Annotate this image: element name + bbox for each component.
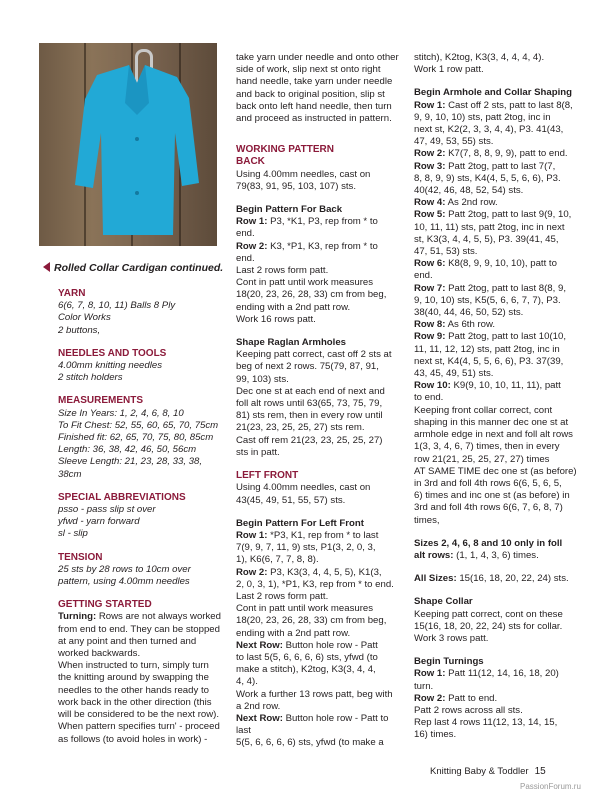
line: Row 2: Patt to end. xyxy=(414,692,498,704)
line: from end to end. They can be stopped xyxy=(58,623,220,635)
line: 43(45, 49, 51, 55, 57) sts. xyxy=(236,494,346,506)
line: Using 4.00mm needles, cast on xyxy=(236,482,371,494)
line: When instructed to turn, simply turn xyxy=(58,660,209,672)
line: 4.00mm knitting needles xyxy=(58,360,162,372)
line: 1), K6(6, 7, 7, 8, 8). xyxy=(236,554,319,566)
line: Color Works xyxy=(58,312,111,324)
line: Row 2: P3, K3(3, 4, 4, 5, 5), K1(3, xyxy=(236,566,382,578)
line: Patt 2 rows across all sts. xyxy=(414,704,523,716)
line: 16) times. xyxy=(414,729,457,741)
subheading: Begin Turnings xyxy=(414,656,484,668)
row-line: Row 6: K8(8, 9, 9, 10, 10), patt to xyxy=(414,258,557,270)
line: 6(6, 7, 8, 10, 11) Balls 8 Ply xyxy=(58,300,176,312)
line: the knitting around by swapping the xyxy=(58,672,209,684)
column-2 xyxy=(236,52,404,750)
line: hand needle, take yarn under needle xyxy=(236,76,393,88)
line: 21(23, 23, 25, 25, 27) sts rem. xyxy=(236,422,365,434)
line: alt rows: (1, 1, 4, 3, 6) times. xyxy=(414,549,539,561)
line: Work 16 rows patt. xyxy=(236,313,316,325)
tension-heading: TENSION xyxy=(58,551,103,563)
line: Dec one st at each end of next and xyxy=(236,385,385,397)
line: end. xyxy=(236,228,255,240)
line: Work 1 row patt. xyxy=(414,64,484,76)
row-line: 43, 45, 49, 51) sts. xyxy=(414,368,494,380)
row-line: to end. xyxy=(414,392,444,404)
line: ending with a 2nd patt row. xyxy=(236,301,351,313)
armhole-rows xyxy=(414,100,582,405)
cardigan-photo xyxy=(39,43,217,246)
row-line: Row 2: K7(7, 8, 8, 9, 9), patt to end. xyxy=(414,148,568,160)
line: side of work, slip next st onto right xyxy=(236,64,381,76)
watermark: PassionForum.ru xyxy=(520,782,581,791)
page-footer xyxy=(430,766,546,777)
line: and proceed as instructed in pattern. xyxy=(236,113,392,125)
line: foll alt rows until 63(65, 73, 75, 79, xyxy=(236,398,383,410)
line: 15(16, 18, 20, 22, 24) sts for collar. xyxy=(414,620,563,632)
line: Cont in patt until work measures xyxy=(236,277,374,289)
yarn-heading: YARN xyxy=(58,288,86,299)
row-line: 11, 11, 12, 12) sts, patt 2tog, inc in xyxy=(414,343,560,355)
row-line: 10, 11, 11) sts, patt 2tog, inc in next xyxy=(414,221,565,233)
line: row 21(21, 25, 25, 27, 27) times xyxy=(414,453,550,465)
line: will be considered to be the next row). xyxy=(58,709,220,721)
row-line: Row 5: Patt 2tog, patt to last 9(9, 10, xyxy=(414,209,572,221)
line: All Sizes: 15(16, 18, 20, 22, 24) sts. xyxy=(414,573,569,585)
photo-caption: Rolled Collar Cardigan continued. xyxy=(43,262,223,274)
line: end. xyxy=(236,252,255,264)
caption-arrow-icon xyxy=(43,262,50,272)
line: in 3rd and foll 4th rows 6(6, 5, 6, 5, xyxy=(414,477,562,489)
line: Work 3 rows patt. xyxy=(414,632,489,644)
line: Size In Years: 1, 2, 4, 6, 8, 10 xyxy=(58,407,184,419)
line: 25 sts by 28 rows to 10cm over xyxy=(58,563,191,575)
line: Turning: Rows are not always worked xyxy=(58,611,221,623)
footer-title: Knitting Baby & Toddler xyxy=(430,766,529,777)
line: 2 stitch holders xyxy=(58,372,123,384)
line: 2 buttons, xyxy=(58,324,101,336)
row-line: 47, 51, 53) sts. xyxy=(414,246,478,258)
line: turn. xyxy=(414,680,434,692)
line: a 2nd row. xyxy=(236,700,281,712)
line: 38cm xyxy=(58,468,82,480)
left-front-heading: LEFT FRONT xyxy=(236,470,299,482)
line: 99, 103) sts. xyxy=(236,373,289,385)
line: ending with a 2nd patt row. xyxy=(236,627,351,639)
row-line: next st, K2(2, 3, 3, 4, 4), P3. 41(43, xyxy=(414,124,564,136)
row-line: Row 3: Patt 2tog, patt to last 7(7, xyxy=(414,160,556,172)
line: at any point and then turned and xyxy=(58,635,197,647)
line: Work a further 13 rows patt, beg with xyxy=(236,688,393,700)
line: times, xyxy=(414,514,440,526)
row-line: Row 7: Patt 2tog, patt to last 8(8, 9, xyxy=(414,282,566,294)
line: stitch), K2tog, K3(3, 4, 4, 4, 4). xyxy=(414,52,545,63)
subheading: Begin Pattern For Left Front xyxy=(236,517,364,529)
row-line: end. xyxy=(414,270,433,282)
line: Row 1: Patt 11(12, 14, 16, 18, 20) xyxy=(414,668,559,680)
row-line: Row 10: K9(9, 10, 10, 11, 11), patt xyxy=(414,380,561,392)
line: yfwd - yarn forward xyxy=(58,516,140,528)
working-pattern-heading: WORKING PATTERN xyxy=(236,144,334,156)
line: Sizes 2, 4, 6, 8 and 10 only in foll xyxy=(414,537,563,549)
line: take yarn under needle and onto other xyxy=(236,52,399,63)
line: 2, 0, 3, 1), *P1, K3, rep from * to end. xyxy=(236,578,394,590)
line: make a stitch), K2tog, K3(3, 4, 4, xyxy=(236,664,376,676)
column-1 xyxy=(58,288,224,746)
line: sts in patt. xyxy=(236,446,280,458)
line: 18(20, 23, 26, 28, 33) cm from beg, xyxy=(236,289,387,301)
line: work back in the other direction (this xyxy=(58,696,212,708)
subheading: Begin Armhole and Collar Shaping xyxy=(414,87,572,99)
line: 3rd and foll 4th rows 6(6, 7, 6, 8, 7) xyxy=(414,502,563,514)
line: 1(3, 3, 4, 6, 7) times, then in every xyxy=(414,441,560,453)
subheading: Shape Raglan Armholes xyxy=(236,337,346,349)
line: needles to the other hands ready to xyxy=(58,684,209,696)
row-line: 38(40, 44, 46, 50, 52) sts. xyxy=(414,307,524,319)
line: Finished fit: 62, 65, 70, 75, 80, 85cm xyxy=(58,432,214,444)
line: 79(83, 91, 95, 103, 107) sts. xyxy=(236,180,357,192)
line: pattern, using 4.00mm needles xyxy=(58,576,190,588)
line: To Fit Chest: 52, 55, 60, 65, 70, 75cm xyxy=(58,419,219,431)
abbreviations-heading: SPECIAL ABBREVIATIONS xyxy=(58,491,186,503)
measurements-heading: MEASUREMENTS xyxy=(58,395,144,407)
line: and back to original position, slip st xyxy=(236,88,385,100)
row-line: 9, 10, 10) sts, K5(5, 6, 6, 7, 7), P3. xyxy=(414,294,561,306)
row-line: Row 9: Patt 2tog, patt to last 10(10, xyxy=(414,331,566,343)
row-line: 9, 9, 10, 10) sts, patt 2tog, inc in xyxy=(414,111,551,123)
line: Using 4.00mm needles, cast on xyxy=(236,168,371,180)
line: Row 1: P3, *K1, P3, rep from * to xyxy=(236,216,378,228)
row-line: st, K3(3, 4, 4, 5, 5), P3. 39(41, 45, xyxy=(414,233,559,245)
line: Sleeve Length: 21, 23, 28, 33, 38, xyxy=(58,456,203,468)
line: 7(9, 9, 7, 11, 9) sts, P1(3, 2, 0, 3, xyxy=(236,542,376,554)
row-line: Row 8: As 6th row. xyxy=(414,319,496,331)
line: to last 5(5, 6, 6, 6, 6) sts, yfwd (to xyxy=(236,651,378,663)
column-3 xyxy=(414,52,582,742)
line: shaping in this manner dec one st at xyxy=(414,416,569,428)
row-line: 40(42, 46, 48, 52, 54) sts. xyxy=(414,185,524,197)
line: 6) times and inc one st (as before) in xyxy=(414,490,570,502)
line: beg of next 2 rows. 75(79, 87, 91, xyxy=(236,361,379,373)
line: Next Row: Button hole row - Patt xyxy=(236,639,378,651)
line: Row 2: K3, *P1, K3, rep from * to xyxy=(236,240,378,252)
row-line: Row 1: Cast off 2 sts, patt to last 8(8, xyxy=(414,99,573,111)
getting-started-heading: GETTING STARTED xyxy=(58,599,152,611)
row-line: Row 4: As 2nd row. xyxy=(414,197,498,209)
line: Last 2 rows form patt. xyxy=(236,590,329,602)
line: 81) sts rem, then in every row until xyxy=(236,410,383,422)
line: Cont in patt until work measures xyxy=(236,603,374,615)
back-heading: BACK xyxy=(236,156,265,168)
line: Length: 36, 38, 42, 46, 50, 56cm xyxy=(58,444,197,456)
line: 18(20, 23, 26, 28, 33) cm from beg, xyxy=(236,615,387,627)
line: Next Row: Button hole row - Patt to last xyxy=(236,712,389,737)
line: AT SAME TIME dec one st (as before) xyxy=(414,465,577,477)
line: Row 1: *P3, K1, rep from * to last xyxy=(236,529,379,541)
line: Keeping patt correct, cast off 2 sts at xyxy=(236,349,392,361)
cardigan-graphic xyxy=(39,43,217,246)
row-line: next st, K4(4, 5, 5, 6, 6), P3. 37(39, xyxy=(414,355,564,367)
line: Keeping front collar correct, cont xyxy=(414,404,553,416)
page-number: 15 xyxy=(534,766,546,777)
line: as follows (to avoid holes in work) - xyxy=(58,733,208,745)
row-line: 47, 49, 53, 55) sts. xyxy=(414,136,494,148)
line: Last 2 rows form patt. xyxy=(236,265,329,277)
line: 5(5, 6, 6, 6, 6) sts, yfwd (to make a xyxy=(236,737,384,749)
line: Rep last 4 rows 11(12, 13, 14, 15, xyxy=(414,717,558,729)
line: 4, 4). xyxy=(236,676,258,688)
line: When pattern specifies turn' - proceed xyxy=(58,721,220,733)
subheading: Begin Pattern For Back xyxy=(236,204,343,216)
line: sl - slip xyxy=(58,528,88,540)
line: worked backwards. xyxy=(58,648,141,660)
line: Cast off rem 21(23, 23, 25, 25, 27) xyxy=(236,434,383,446)
line: back onto left hand needle, then turn xyxy=(236,100,392,112)
row-line: 8, 8, 9, 9) sts, K4(4, 5, 5, 6, 6), P3. xyxy=(414,172,561,184)
line: psso - pass slip st over xyxy=(58,504,156,516)
line: armhole edge in next and foll alt rows xyxy=(414,429,573,441)
line: Keeping patt correct, cont on these xyxy=(414,608,563,620)
needles-heading: NEEDLES AND TOOLS xyxy=(58,347,167,359)
subheading: Shape Collar xyxy=(414,596,473,608)
